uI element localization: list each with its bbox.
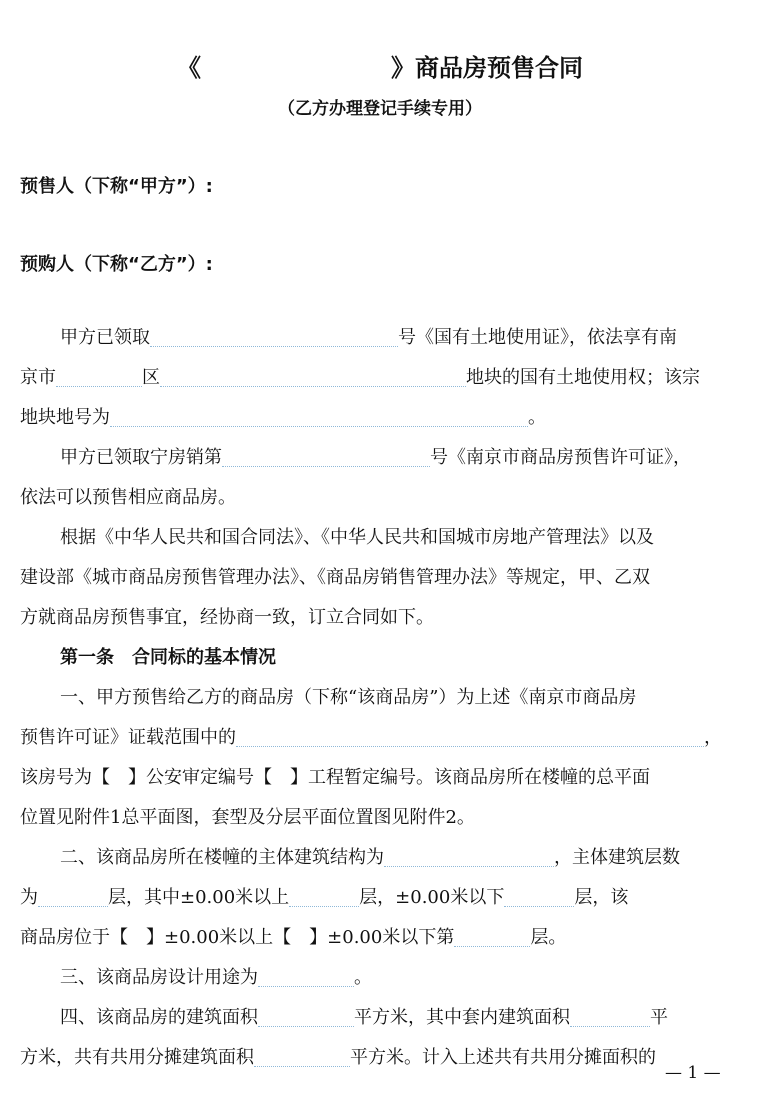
total-floors-blank[interactable] (38, 886, 108, 907)
article1-s3-line1: 三、该商品房设计用途为 。 (60, 967, 372, 988)
plot-location-blank[interactable] (160, 366, 466, 387)
para3-line3: 方就商品房预售事宜，经协商一致，订立合同如下。 (20, 607, 434, 628)
article1-s1-line3: 该房号为【 】公安审定编号【 】工程暂定编号。该商品房所在楼幢的总平面 (20, 767, 650, 788)
design-usage-blank[interactable] (258, 966, 354, 987)
article1-s1-line4: 位置见附件1总平面图，套型及分层平面位置图见附件2。 (20, 807, 475, 828)
page-number: — 1 — (665, 1063, 721, 1083)
para2-line1: 甲方已领取宁房销第 号《南京市商品房预售许可证》， (60, 447, 691, 468)
contract-title: 《 》商品房预售合同 (177, 54, 583, 82)
para1-line3: 地块地号为 。 (20, 407, 546, 428)
land-cert-no-blank[interactable] (150, 326, 398, 347)
article1-s2-line3: 商品房位于【 】±0.00米以上【 】±0.00米以下第 层。 (20, 927, 567, 948)
district-blank[interactable] (56, 366, 142, 387)
article1-heading: 第一条 合同标的基本情况 (60, 647, 276, 668)
para3-line2: 建设部《城市商品房预售管理办法》、《商品房销售管理办法》等规定，甲、乙双 (20, 567, 650, 588)
unit-floor-blank[interactable] (454, 926, 530, 947)
floors-above-blank[interactable] (289, 886, 359, 907)
article1-s2-line2: 为 层，其中±0.00米以上 层，±0.00米以下 层，该 (20, 887, 629, 908)
para1-line1: 甲方已领取 号《国有土地使用证》，依法享有南 (60, 327, 677, 348)
property-scope-blank[interactable] (236, 726, 704, 747)
floors-below-blank[interactable] (504, 886, 574, 907)
para1-line2: 京市 区 地块的国有土地使用权；该宗 (20, 367, 700, 388)
building-area-blank[interactable] (258, 1006, 354, 1027)
article1-s1-line1: 一、甲方预售给乙方的商品房（下称“该商品房”）为上述《南京市商品房 (60, 687, 637, 708)
presale-permit-no-blank[interactable] (222, 446, 430, 467)
plot-number-blank[interactable] (110, 406, 528, 427)
structure-type-blank[interactable] (384, 846, 554, 867)
article1-s4-line2: 方米，共有共用分摊建筑面积 平方米。计入上述共有共用分摊面积的 (20, 1047, 656, 1068)
article1-s1-line2: 预售许可证》证载范围中的 ， (20, 727, 722, 748)
shared-area-blank[interactable] (254, 1046, 350, 1067)
article1-s2-line1: 二、该商品房所在楼幢的主体建筑结构为 ，主体建筑层数 (60, 847, 680, 868)
contract-subtitle: （乙方办理登记手续专用） (278, 99, 482, 119)
para2-line2: 依法可以预售相应商品房。 (20, 487, 236, 508)
buyer-line: 预购人（下称“乙方”）: (20, 254, 213, 275)
article1-s4-line1: 四、该商品房的建筑面积 平方米，其中套内建筑面积 平 (60, 1007, 668, 1028)
para3-line1: 根据《中华人民共和国合同法》、《中华人民共和国城市房地产管理法》以及 (60, 527, 654, 548)
inner-area-blank[interactable] (570, 1006, 650, 1027)
seller-line: 预售人（下称“甲方”）: (20, 176, 213, 197)
